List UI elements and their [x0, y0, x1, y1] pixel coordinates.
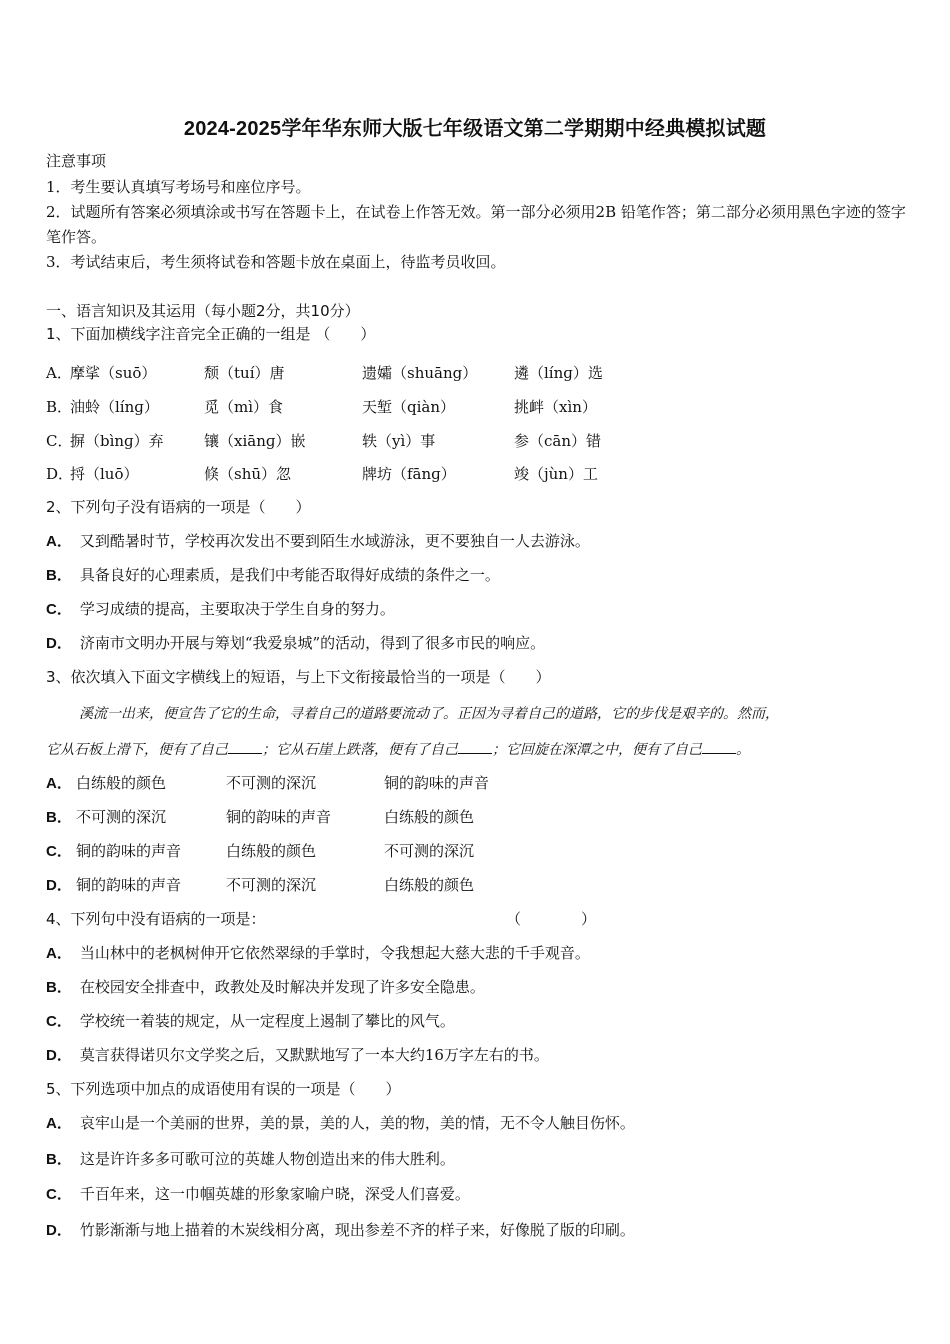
fill-blank-2 [458, 741, 492, 754]
answer-paren: （ ） [506, 910, 597, 928]
option-cell: 白练般的颜色 [226, 842, 317, 860]
q3-option-d [46, 875, 475, 896]
q4-option-d [46, 1045, 549, 1066]
option-text: 具备良好的心理素质，是我们中考能否取得好成绩的条件之一。 [79, 566, 500, 584]
option-letter: C． [46, 432, 73, 450]
option-letter: D． [46, 877, 72, 894]
option-letter: C． [46, 601, 72, 618]
q5-option-d [46, 1220, 635, 1241]
option-cell: 颓（tuí）唐 [204, 364, 285, 382]
option-letter: B． [46, 567, 72, 584]
question-4-stem [46, 909, 597, 929]
q1-option-a [46, 363, 603, 383]
option-letter: A． [46, 775, 72, 792]
option-cell: 铜的韵味的声音 [226, 808, 332, 826]
passage-text: ；它回旋在深潭之中，便有了自己 [492, 742, 702, 758]
question-5-stem: 5、下列选项中加点的成语使用有误的一项是（ ） [46, 1080, 401, 1098]
option-letter: B． [46, 398, 73, 416]
option-letter: A． [46, 533, 72, 550]
option-cell: 参（cān）错 [514, 432, 602, 450]
q2-option-d [46, 633, 545, 654]
option-letter: D． [46, 1222, 72, 1239]
option-text: 这是许许多多可歌可泣的英雄人物创造出来的伟大胜利。 [79, 1150, 455, 1168]
option-text: 济南市文明办开展与筹划“我爱泉城”的活动，得到了很多市民的响应。 [79, 634, 546, 652]
option-cell: 不可测的深沉 [226, 774, 317, 792]
passage-text: 它从石板上滑下，便有了自己 [46, 742, 228, 758]
fill-blank-3 [702, 741, 736, 754]
q4-option-a [46, 943, 590, 964]
q2-option-c [46, 599, 395, 620]
q1-option-b [46, 397, 597, 417]
option-cell: 挑衅（xìn） [514, 398, 597, 416]
q5-option-c [46, 1184, 470, 1205]
option-letter: B． [46, 809, 72, 826]
q4-option-b [46, 977, 485, 998]
notice-item-2: 2．试题所有答案必须填涂或书写在答题卡上，在试卷上作答无效。第一部分必须用2B 铅笔作答；第二部分必须用黑色字迹的签字笔作答。 [46, 203, 906, 246]
q2-option-a [46, 531, 590, 552]
option-text: 在校园安全排查中，政教处及时解决并发现了许多安全隐患。 [79, 978, 485, 996]
option-cell: 天堑（qiàn） [362, 398, 456, 416]
q5-option-b [46, 1149, 455, 1170]
option-cell: 轶（yì）事 [362, 432, 436, 450]
option-letter: C． [46, 1186, 72, 1203]
q2-option-b [46, 565, 500, 586]
option-text: 千百年来，这一巾帼英雄的形象家喻户晓，深受人们喜爱。 [79, 1185, 470, 1203]
option-cell: 牌坊（fānɡ） [362, 465, 456, 483]
q5-option-a [46, 1113, 635, 1134]
option-text: 学校统一着装的规定，从一定程度上遏制了攀比的风气。 [79, 1012, 455, 1030]
option-text: 当山林中的老枫树伸开它依然翠绿的手掌时，令我想起大慈大悲的千手观音。 [79, 944, 590, 962]
passage-text: 。 [736, 742, 750, 758]
option-letter: C． [46, 843, 72, 860]
option-letter: C． [46, 1013, 72, 1030]
option-letter: A． [46, 364, 72, 382]
option-letter: D． [46, 465, 74, 483]
option-cell: 不可测的深沉 [76, 808, 167, 826]
option-letter: D． [46, 635, 72, 652]
option-cell: 不可测的深沉 [384, 842, 475, 860]
question-1-stem: 1、下面加横线字注音完全正确的一组是 （ ） [46, 325, 376, 343]
option-cell: 铜的韵味的声音 [76, 842, 182, 860]
notice-heading: 注意事项 [46, 152, 107, 170]
question-text: 4、下列句中没有语病的一项是： [46, 910, 266, 928]
section-heading: 一、语言知识及其运用（每小题2分，共10分） [46, 302, 360, 320]
option-cell: 遗孀（shuāng） [362, 364, 478, 382]
option-cell: 遴（línɡ）选 [514, 364, 603, 382]
option-cell: 竣（jùn）工 [514, 465, 598, 483]
option-letter: B． [46, 979, 72, 996]
fill-blank-1 [228, 741, 262, 754]
option-cell: 镶（xiānɡ）嵌 [204, 432, 306, 450]
option-cell: 摩挲（suō） [70, 364, 157, 382]
option-text: 又到酷暑时节，学校再次发出不要到陌生水域游泳，更不要独自一人去游泳。 [79, 532, 590, 550]
option-cell: 摒（bìnɡ）弃 [70, 432, 164, 450]
option-text: 哀牢山是一个美丽的世界，美的景，美的人，美的物，美的情，无不令人触目伤怀。 [79, 1114, 635, 1132]
question-2-stem: 2、下列句子没有语病的一项是（ ） [46, 498, 311, 516]
option-letter: B． [46, 1151, 72, 1168]
option-text: 学习成绩的提高，主要取决于学生自身的努力。 [79, 600, 395, 618]
option-letter: D． [46, 1047, 72, 1064]
option-cell: 铜的韵味的声音 [384, 774, 490, 792]
passage-line-2 [46, 739, 750, 759]
option-letter: A． [46, 1115, 72, 1132]
notice-item-1: 1．考生要认真填写考场号和座位序号。 [46, 178, 311, 196]
option-cell: 白练般的颜色 [384, 876, 475, 894]
option-cell: 油蛉（línɡ） [70, 398, 159, 416]
option-text: 莫言获得诺贝尔文学奖之后，又默默地写了一本大约16万字左右的书。 [79, 1046, 549, 1064]
q1-option-c [46, 431, 602, 451]
option-text: 竹影渐渐与地上描着的木炭线相分离，现出参差不齐的样子来，好像脱了版的印刷。 [79, 1221, 635, 1239]
page-title: 2024-2025学年华东师大版七年级语文第二学期期中经典模拟试题 [183, 118, 767, 140]
question-3-stem: 3、依次填入下面文字横线上的短语，与上下文衔接最恰当的一项是（ ） [46, 668, 551, 686]
q4-option-c [46, 1011, 455, 1032]
option-cell: 捋（luō） [70, 465, 139, 483]
q3-option-b [46, 807, 475, 828]
notice-item-3: 3．考试结束后，考生须将试卷和答题卡放在桌面上，待监考员收回。 [46, 253, 506, 271]
q3-option-c [46, 841, 475, 862]
option-cell: 铜的韵味的声音 [76, 876, 182, 894]
option-cell: 白练般的颜色 [76, 774, 167, 792]
option-cell: 不可测的深沉 [226, 876, 317, 894]
passage-line-1: 溪流一出来，便宣告了它的生命，寻着自己的道路要流动了。正因为寻着自己的道路，它的步伐是艰辛的。然而， [79, 706, 779, 722]
q3-option-a [46, 773, 490, 794]
q1-option-d [46, 464, 598, 484]
option-cell: 觅（mì）食 [204, 398, 284, 416]
option-cell: 倏（shū）忽 [204, 465, 292, 483]
option-letter: A． [46, 945, 72, 962]
option-cell: 白练般的颜色 [384, 808, 475, 826]
passage-text: ；它从石崖上跌落，便有了自己 [262, 742, 458, 758]
